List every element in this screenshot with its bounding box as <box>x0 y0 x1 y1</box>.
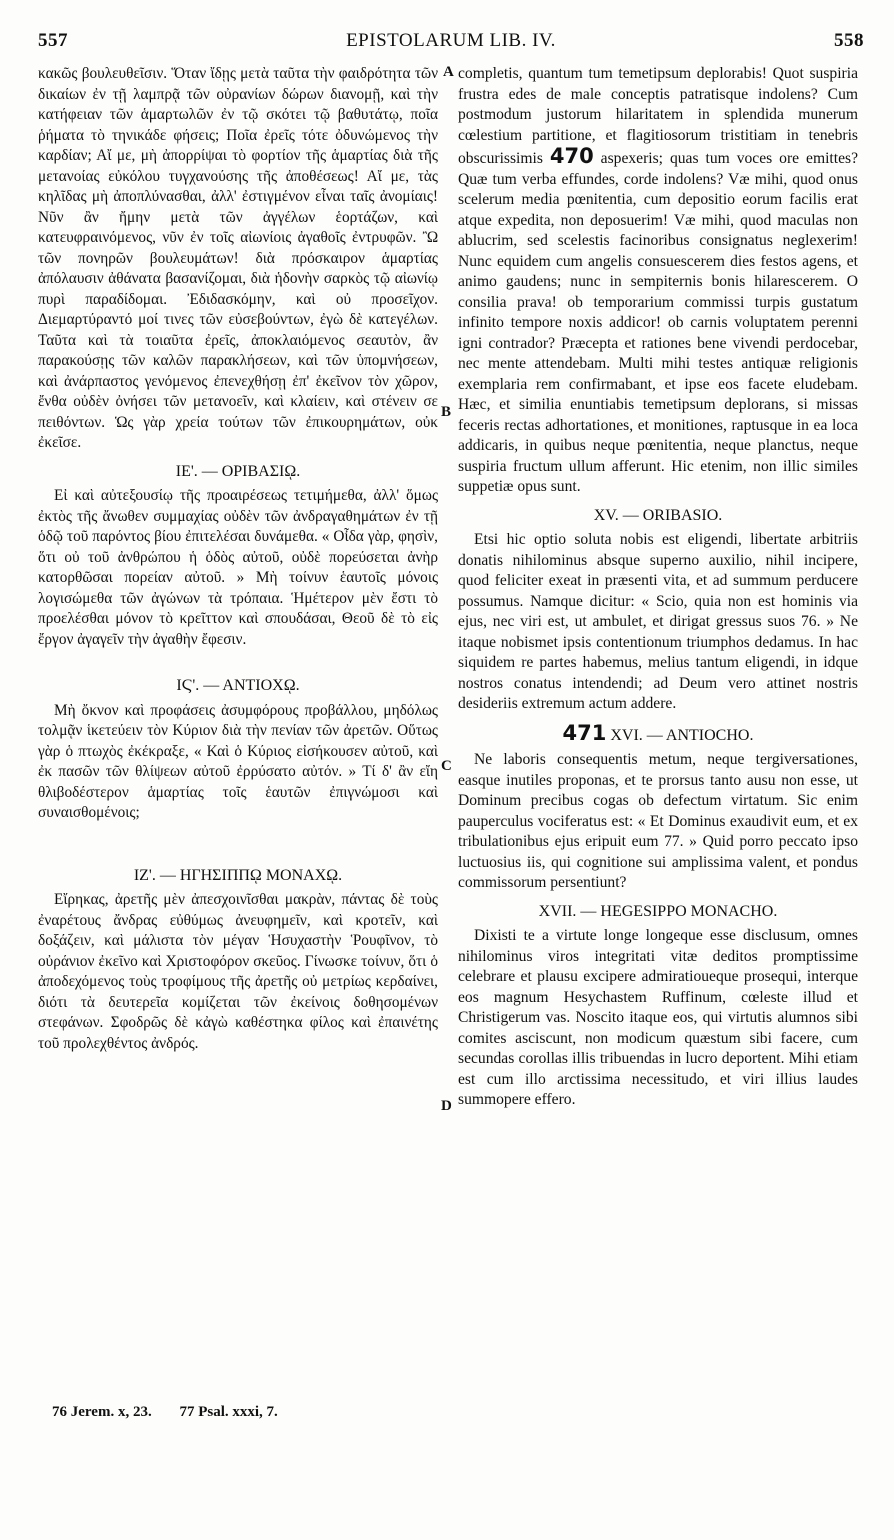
margin-letter-c: C <box>441 758 452 774</box>
margin-letter-a: A <box>443 64 454 80</box>
latin-column <box>458 64 858 1111</box>
running-header <box>38 30 864 58</box>
greek-paragraph-xvii: Εἴρηκας, ἀρετῆς μὲν ἀπεσχοινῖσθαι μακρὰν, πάντας δὲ τοὺς ἐναρέτους ἄνδρας εὐθύμως ἀνευφημεῖν, καὶ κροτεῖν, καὶ δοξάζειν, καὶ μάλιστα τὸν μέγαν Ἡσυχαστὴν Ῥουφῖνον, τὸ οὐράνιον ἐκεῖνο καὶ Χριστοφόρον σκεῦος. Γίνωσκε τοίνυν, ὅτι ὁ ἀποδεχόμενος τοὺς τροφίμους τῆς ἀρετῆς οὐ μετρίως κερδαίνει, διότι τὰ δευτερεῖα κομίζεται τῶν ἐκείνοις δοθησομένων στεφάνων. Σφοδρῶς δὲ κἀγὼ καθέστηκα φίλος καὶ ἐπαινέτης τοῦ προλεχθέντος ἀνδρός. <box>38 891 438 1052</box>
greek-column <box>38 64 438 1054</box>
latin-paragraph-xvi: Ne laboris consequentis metum, neque tergiversationes, easque inutiles proponas, et te prorsus tanto ausu non esse, ut Dominum precibus cogas ob defectum virtatum. Sic enim pauperculus vociferatus est: « Et Dominus exaudivit eum, et ex tribulationibus ejus eripuit eum 77. » Quid porro peccato ipso luctuosius iis, qui cognitione sui amplissima valent, et pondus commissorum persentiunt? <box>458 751 858 891</box>
greek-heading-xvii: ΙΖ'. — ΗΓΗΣΙΠΠῼ ΜΟΝΑΧῼ. <box>133 866 343 884</box>
latin-heading-xvi-wrap <box>458 720 858 747</box>
footnote-76: 76 Jerem. x, 23. <box>52 1404 152 1420</box>
greek-paragraph-xv: Εἰ καὶ αὐτεξουσίῳ τῆς προαιρέσεως τετιμήμεθα, ἀλλ' ὅμως ἐκτὸς τῆς ἄνωθεν συμμαχίας οὐδὲν τῶν ἀνδραγαθημάτων ἐν τῇ ὁδῷ τοῦ παρόντος βίου ἐπιτελέσαι δυνάμεθα. « Οἶδα γὰρ, φησὶν, ὅτι οὐ τοῦ ἀνθρώπου ἡ ὁδὸς αὐτοῦ, οὐδὲ πορεύσεται ἀνὴρ κατορθῶσαι πορείαν αὐτοῦ. » Μὴ τοίνυν ἑαυτοῖς μόνοις λογισώμεθα τῶν ἀγώνων τὰ τρόπαια. Ἡμέτερον μὲν ἔστι τὸ προελέσθαι μόνον τὸ κρεῖττον καὶ σπουδάσαι, Θεοῦ δὲ τὸ εἰς ἔργον ἀγαγεῖν τὴν ἀγαθὴν ἔφεσιν. <box>38 487 438 648</box>
footnotes <box>52 1404 302 1421</box>
latin-paragraph-1b: aspexeris; quas tum voces ore emittes? Quæ tum verba effundes, corde indolens? Væ mihi, quod onus scelerum media pœnitentia, cum depositio eorum facilis erat atque expedita, non deposuerim! Væ mihi, quod maculas non ablucrim, sed scelestis facinoribus consignatus neglexerim! Nunc equidem cum angelis consuescerem dies festos agens, et animo gaudens; nunc in sempiternis bonis hilarescerem. O consilia prava! ob temporarium commissi turpis gustatum infinito tempore noxis addicor! ob carnis voluptatem perenni igni contrador? Præcepta et rationes bene vivendi perdocebar, nec mente attendebam. Multi mihi testes antiquæ religionis exemplaria rem confirmabant, et ipse eos facete eludebam. Hæc, et similia enuntiabis temetipsum deplorans, si missas feceris rectas adhortationes, et monitiones, raptusque in ea loca addicaris, in quibus neque pœnitentia, neque planctus, neque suspiria fructum ullum afferunt. Hic etenim, non illic similes suppetiæ opus sunt. <box>458 150 858 495</box>
latin-heading-xv: XV. — ORIBASIO. <box>593 506 723 524</box>
latin-heading-xvii: XVII. — HEGESIPPO MONACHO. <box>538 902 778 920</box>
greek-heading-xvi: ΙϚ'. — ΑΝΤΙΟΧῼ. <box>176 677 300 694</box>
latin-heading-xvi: XVI. — ANTIOCHO. <box>610 726 754 744</box>
greek-paragraph-xvi: Μὴ ὄκνον καὶ προφάσεις ἀσυμφόρους προβάλλου, μηδόλως τολμᾷν ἱκετεύειν τὸν Κύριον διὰ τὴν πενίαν τῶν ἀρετῶν. Οὕτως γὰρ ὁ πτωχὸς ἐκέκραξε, « Καὶ ὁ Κύριος εἰσήκουσεν αὐτοῦ, καὶ ἐκ πασῶν τῶν θλίψεων αὐτοῦ ἐρρύσατο αὐτόν. » Τί δ' ἂν εἴη θλιβοδέστερον ἁμαρτίας τοῖς ἑαυτῶν ἐπιγνώμοσι καὶ συναισθομένοις; <box>38 701 438 821</box>
latin-paragraph-xv: Etsi hic optio soluta nobis est eligendi, libertate arbitriis donatis nihilominus absque superno auxilio, nihil incipere, quod feliciter exeat in præsenti vita, et ad summum perducere possumus. Namque dicitur: « Scio, quia non est hominis via ejus, nec viri est, ut ambulet, et dirigat gressus suos 76. » Ne itaque nobismet ipsis contentionum triumphos dedamus. In hac siquidem re partes habemus, melius tantum eligendi, in idque nostros conatus intendendi; ad Deum vero attinet nostris desideriis extremum actum addere. <box>458 531 858 712</box>
margin-letter-b: B <box>441 404 452 420</box>
latin-paragraph-xvii: Dixisti te a virtute longe longeque esse disclusum, omnes nihilominus viros integritati vitæ deditos promptissime celebrare et plausu excipere admiratioueque prosequi, interque eos magnum Hesychastem Ruffinum, cœleste illud et Christigerum vas. Noscito itaque eos, qui virtutis alumnos sibi comites asciscunt, non modicum quæstum sibi facere, cum secundas corollas illis tribuendas in lucro deportent. Mihi etiam est cum illo arctissima necessitudo, et viri illius laudes summopere efferο. <box>458 927 858 1108</box>
latin-paragraph-1a: completis, quantum tum temetipsum deplorabis! Quot suspiria frustra edes de male conceptis patratisque indolens? Cum postmodum justorum hilaritatem in splendida munerum cœlestium partitione, et flagitiosorum tristitiam in tenebris obscurissimis <box>458 65 858 167</box>
running-title: EPISTOLARUM LIB. IV. <box>346 30 556 51</box>
page-number-left: 557 <box>38 30 68 51</box>
margin-letter-d: D <box>441 1098 452 1114</box>
latin-paragraph-1 <box>458 64 858 498</box>
greek-paragraph-1: κακῶς βουλευθεῖσιν. Ὅταν ἴδῃς μετὰ ταῦτα τὴν φαιδρότητα τῶν δικαίων ἐν τῇ λαμπρᾷ τῶν οὐρανίων δώρων διανομῇ, καὶ τὴν κατήφειαν τῶν ἁμαρτωλῶν ἐν τῷ σκότει τῷ βαθυτάτῳ, ποῖα ῥήματα τὸ τηνικάδε φήσεις; Ποῖα ἐρεῖς τότε ὀδυνώμενος τὴν καρδίαν; Αἴ με, μὴ ἀπορρίψαι τὸ φορτίον τῆς ἁμαρτίας διὰ τῆς μετανοίας εὐκόλου τυγχανούσης τῆς ἀποθέσεως! Αἴ με, τὰς κηλῖδας μὴ ἀποπλύνασθαι, ἀλλ' ἐστιγμένον εἶναι ταῖς ἀνομίαις! Νῦν ἂν ἤμην μετὰ τῶν ἀγγέλων ἑορτάζων, καὶ κατευφραινόμενος, νῦν ἐν τοῖς αἰωνίοις ἀγαθοῖς ἐντρυφῶν. Ὢ τῶν πονηρῶν βουλευμάτων! διὰ πρόσκαιρον ἁμαρτίας ἀπόλαυσιν ἀθάνατα βασανίζομαι, διὰ ἡδονὴν σαρκὸς τῷ αἰωνίῳ πυρὶ παραδίδομαι. Ἐδιδασκόμην, καὶ οὐ προσεῖχον. Διεμαρτύραντό μοί τινες τῶν εὐσεβούντων, ἐγὼ δὲ κατεγέλων. Ταῦτα καὶ τὰ τοιαῦτα ἐρεῖς, ἀποκλαιόμενος σεαυτὸν, ἂν παρακούσῃς τῶν καλῶν παρακλήσεων, καὶ τῶν ὑπομνήσεων, καὶ ἀνάρπαστος γενόμενος ἐπενεχθήσῃ ἐπ' ἐκεῖνον τὸν χῶρον, ἔνθα οὐδὲν ὀνήσει τῶν μετανοεῖν, καὶ κλαίειν, καὶ στένειν σε πειθόντων. Ὡς γὰρ χρεία τούτων τῶν ἐπικουρημάτων, οὐκ ἐκεῖσε. <box>38 65 438 451</box>
column-number-471: 471 <box>562 720 607 745</box>
footnote-77: 77 Psal. xxxi, 7. <box>179 1404 278 1420</box>
column-number-470: 470 <box>549 144 594 168</box>
page-number-right: 558 <box>834 30 864 51</box>
greek-heading-xv: ΙΕ'. — ΟΡΙΒΑΣΙῼ. <box>175 462 301 480</box>
